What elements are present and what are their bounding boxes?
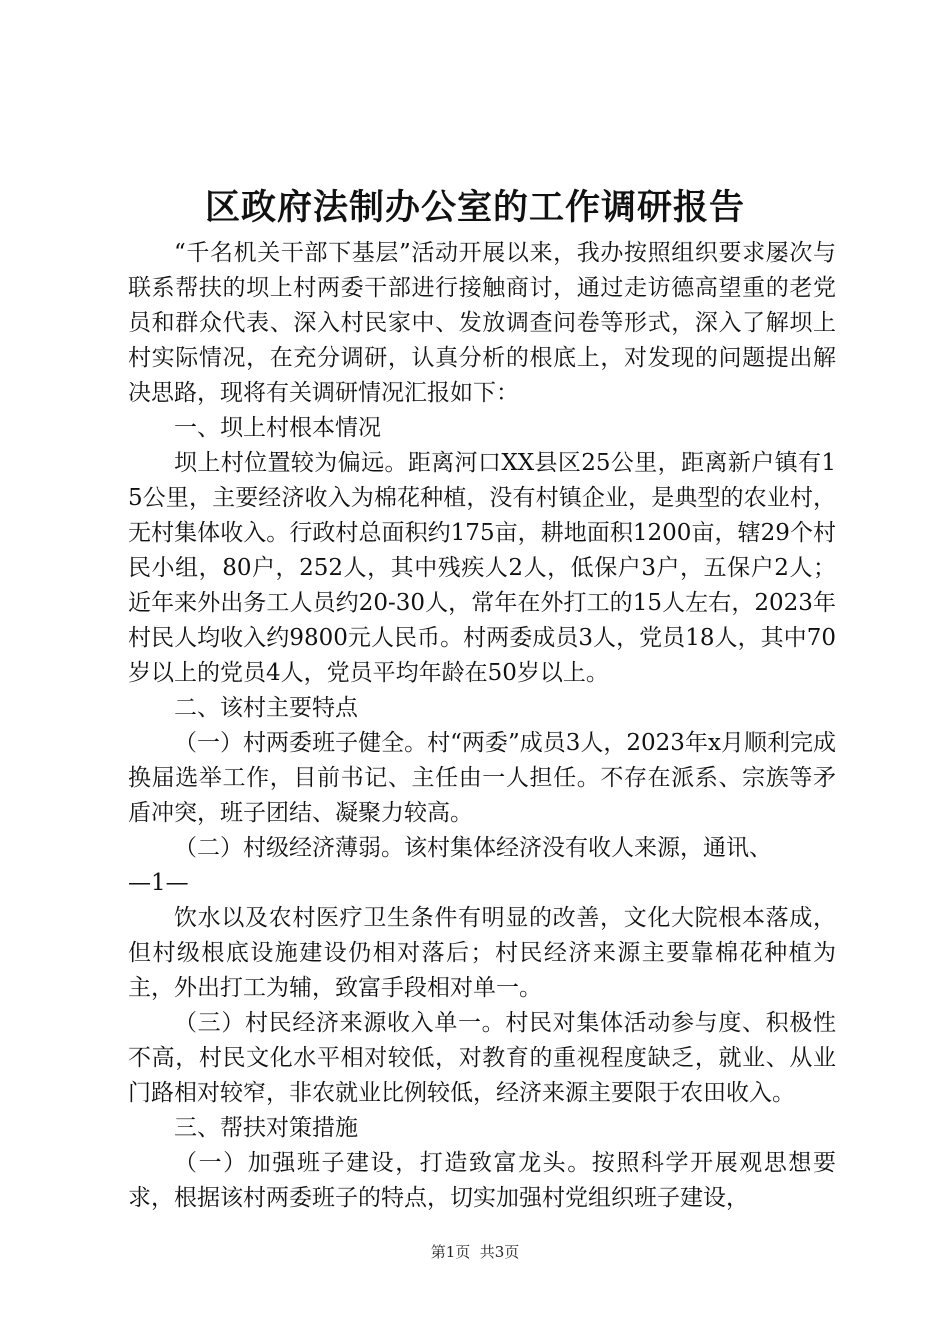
feature-2-paragraph: （二）村级经济薄弱。该村集体经济没有收人来源，通讯、 xyxy=(174,835,772,861)
section-heading-2: 二、该村主要特点 xyxy=(174,695,358,721)
feature-1-paragraph: （一）村两委班子健全。村“两委”成员3人，2023年x月顺利完成换届选举工作，目前书记、主任由一人担任。不存在派系、宗族等矛盾冲突，班子团结、凝聚力较高。 xyxy=(128,730,836,826)
section-heading-1: 一、坝上村根本情况 xyxy=(174,415,381,441)
intro-paragraph: “千名机关干部下基层”活动开展以来，我办按照组织要求屡次与联系帮扶的坝上村两委干部进行接触商讨，通过走访德高望重的老党员和群众代表、深入村民家中、发放调查问卷等形式，深入了解坝上村实际情况，在充分调研，认真分析的根底上，对发现的问题提出解决思路，现将有关调研情况汇报如下： xyxy=(128,240,836,406)
measure-1-paragraph: （一）加强班子建设，打造致富龙头。按照科学开展观思想要求，根据该村两委班子的特点，切实加强村党组织班子建设， xyxy=(128,1150,836,1211)
document-body xyxy=(128,236,836,1216)
feature-2-continued-paragraph: 饮水以及农村医疗卫生条件有明显的改善，文化大院根本落成，但村级根底设施建设仍相对落后；村民经济来源主要靠棉花种植为主，外出打工为辅，致富手段相对单一。 xyxy=(128,905,836,1001)
page-footer xyxy=(0,1242,950,1262)
section-heading-3: 三、帮扶对策措施 xyxy=(174,1115,358,1141)
page-number-marker: —1— xyxy=(128,870,189,896)
page-count-label: 第1页 共3页 xyxy=(430,1243,520,1261)
feature-3-paragraph: （三）村民经济来源收入单一。村民对集体活动参与度、积极性不高，村民文化水平相对较低，对教育的重视程度缺乏，就业、从业门路相对较窄，非农就业比例较低，经济来源主要限于农田收入。 xyxy=(128,1010,836,1106)
document-title: 区政府法制办公室的工作调研报告 xyxy=(204,187,745,228)
village-overview-paragraph: 坝上村位置较为偏远。距离河口XX县区25公里，距离新户镇有15公里，主要经济收入为棉花种植，没有村镇企业，是典型的农业村，无村集体收入。行政村总面积约175亩，耕地面积1200亩，辖29个村民小组，80户，252人，其中残疾人2人，低保户3户，五保户2人；近年来外出务工人员约20-30人，常年在外打工的15人左右，2023年村民人均收入约9800元人民币。村两委成员3人，党员18人，其中70岁以上的党员4人，党员平均年龄在50岁以上。 xyxy=(128,450,836,686)
